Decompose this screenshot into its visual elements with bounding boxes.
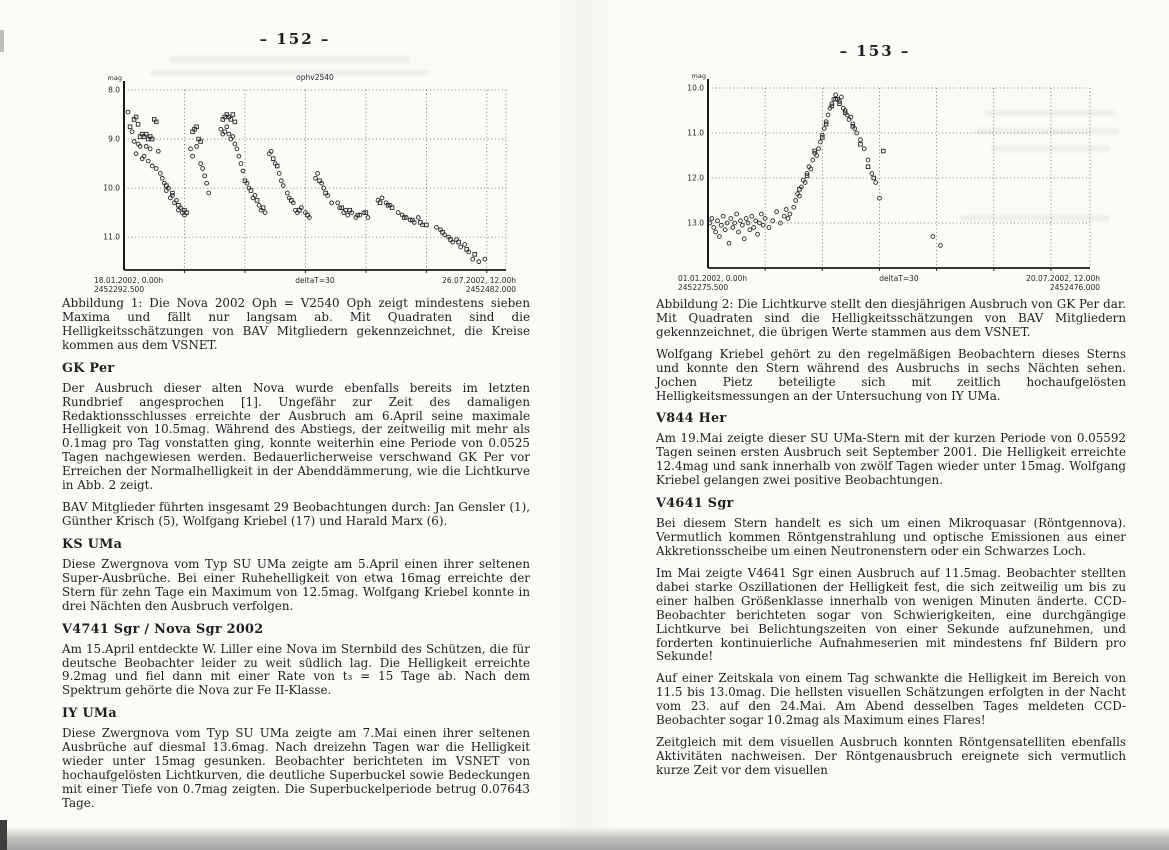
svg-text:2452275.500: 2452275.500 (678, 283, 729, 292)
lightcurve-chart-gk-per (672, 68, 1102, 300)
svg-text:11.0: 11.0 (103, 232, 120, 242)
scan-edge-bottom (0, 828, 1169, 850)
svg-text:2452482.000: 2452482.000 (465, 285, 516, 294)
svg-text:10.0: 10.0 (103, 183, 120, 193)
bleedthrough-smudge (170, 56, 410, 63)
section-heading-ks-uma: KS UMa (62, 536, 123, 552)
svg-text:mag: mag (691, 72, 706, 80)
paragraph: Am 15.April entdeckte W. Liller eine Nova im Sternbild des Schützen, die für deutsche Beobachter leider zu weit südlich lag. Die Helligkeit erreichte 9.2mag und fiel dann mit einer Rate von t₃ = 15 Tage ab. Nach dem Spektrum gehörte die Nova zur Fe II-Klasse. (62, 641, 530, 698)
svg-text:13.0: 13.0 (687, 218, 704, 228)
lightcurve-chart-v2540-oph (88, 70, 518, 302)
svg-text:8.0: 8.0 (108, 85, 120, 95)
paragraph: Bei diesem Stern handelt es sich um einen Mikroquasar (Röntgennova). Vermutlich kommen Röntgenstrahlung und optische Emissionen aus einer Akkretionsscheibe um einen Neutronenstern oder ein Schwarzes Loch. (656, 516, 1126, 558)
section-heading-v4641-sgr: V4641 Sgr (656, 496, 734, 512)
svg-text:01.01.2002, 0.00h: 01.01.2002, 0.00h (678, 274, 748, 283)
svg-text:9.0: 9.0 (108, 134, 120, 144)
section-heading-v844-her: V844 Her (656, 411, 727, 427)
paragraph: Diese Zwergnova vom Typ SU UMa zeigte am 7.Mai einen ihrer seltenen Ausbrüche auf diesmal 13.6mag. Nach dreizehn Tagen war die Helligkeit wieder unter 15mag gesunken. Beobachter berichteten im VSNET von hochaufgelösten Lichtkurven, die deutliche Superbuckel sowie Bedeckungen mit einer Tiefe von 0.7mag zeigten. Die Superbuckelperiode betrug 0.07643 Tage. (62, 726, 530, 810)
paragraph: Wolfgang Kriebel gehört zu den regelmäßigen Beobachtern dieses Sterns und konnte den Stern während des Ausbruchs in sechs Nächten sehen. Jochen Pietz beteiligte sich mit zeitlich hochaufgelösten Helligkeitsmessungen an der Untersuchung von IY UMa. (656, 346, 1126, 403)
svg-text:11.0: 11.0 (687, 128, 704, 138)
svg-text:ophv2540: ophv2540 (296, 73, 334, 82)
paragraph: Auf einer Zeitskala von einem Tag schwankte die Helligkeit im Bereich von 11.5 bis 13.0mag. Die hellsten visuellen Schätzungen erfolgten in der Nacht vom 23. auf den 24.Mai. Am Abend desselben Tages meldeten CCD-Beobachter sogar 10.2mag als Maximum eines Flares! (656, 671, 1126, 728)
svg-text:2452292.500: 2452292.500 (94, 285, 145, 294)
figure-caption: Abbildung 1: Die Nova 2002 Oph = V2540 Oph zeigt mindestens sieben Maxima und fällt nur langsam ab. Mit Quadraten sind die Helligkeitsschätzungen von BAV Mitgliedern gekennzeichnet, die Kreise kommen aus dem VSNET. (62, 296, 530, 352)
figure-caption: Abbildung 2: Die Lichtkurve stellt den diesjährigen Ausbruch von GK Per dar. Mit Quadraten sind die Helligkeitsschätzungen von BAV Mitgliedern gekennzeichnet, die übrigen Werte stammen aus dem VSNET. (656, 297, 1126, 339)
section-heading-v4741-sgr: V4741 Sgr / Nova Sgr 2002 (62, 621, 264, 637)
paragraph: Am 19.Mai zeigte dieser SU UMa-Stern mit der kurzen Periode von 0.05592 Tagen seinen ersten Ausbruch seit September 2001. Die Helligkeit erreichte 12.4mag und sank innerhalb von zwölf Tagen wieder unter 15mag. Wolfgang Kriebel gelangen zwei positive Beobachtungen. (656, 431, 1126, 488)
svg-text:deltaT=30: deltaT=30 (879, 274, 919, 283)
paragraph: BAV Mitglieder führten insgesamt 29 Beobachtungen durch: Jan Gensler (1), Günther Krisch (5), Wolfgang Kriebel (17) und Harald Marx (6). (62, 500, 530, 528)
page-spine-shadow (555, 0, 615, 850)
paragraph: Der Ausbruch dieser alten Nova wurde ebenfalls bereits im letzten Rundbrief angesprochen [1]. Ungefähr zur Zeit des damaligen Redaktionsschlusses erreichte der Ausbruch am 6.April seine maximale Helligkeit von 10.5mag. Während des Abstiegs, der zeitweilig mit mehr als 0.1mag pro Tag vonstatten ging, konnte weiterhin eine Periode von 0.0525 Tagen nachgewiesen werden. Bedauerlicherweise verschwand GK Per vor Erreichen der Normalhelligkeit in der Abenddämmerung, wie die Lichtkurve in Abb. 2 zeigt. (62, 380, 530, 493)
left-page-text-column (62, 297, 530, 819)
svg-text:10.0: 10.0 (687, 83, 704, 93)
lightcurve-svg-v2540-oph (88, 70, 518, 302)
svg-text:2452476.000: 2452476.000 (1049, 283, 1100, 292)
section-heading-gk-per: GK Per (62, 360, 115, 376)
scan-edge-corner (0, 820, 7, 850)
svg-text:18.01.2002, 0.00h: 18.01.2002, 0.00h (94, 276, 164, 285)
scan-edge-left (0, 30, 4, 52)
right-page-text-column (656, 298, 1126, 786)
page-number-left: – 152 – (259, 30, 331, 48)
paragraph: Im Mai zeigte V4641 Sgr einen Ausbruch auf 11.5mag. Beobachter stellten dabei starke Oszillationen der Helligkeit fest, die sich zeitweilig um bis zu einer halben Größenklasse innerhalb von wenigen Minuten änderte. CCD-Beobachter berichteten sogar von Schwierigkeiten, eine durchgängige Lichtkurve bei Belichtungszeiten von einer Sekunde aufzunehmen, und forderten kontinuierliche Aufnahmeserien mit mindestens fnf Bildern pro Sekunde! (656, 565, 1126, 664)
svg-text:deltaT=30: deltaT=30 (295, 276, 335, 285)
paragraph: Diese Zwergnova vom Typ SU UMa zeigte am 5.April einen ihrer seltenen Super-Ausbrüche. Bei einer Ruhehelligkeit von etwa 16mag erreichte der Stern für zehn Tage ein Maximum von 12.5mag. Wolfgang Kriebel konnte in drei Nächten den Ausbruch verfolgen. (62, 556, 530, 613)
lightcurve-svg-gk-per (672, 68, 1102, 300)
section-heading-iy-uma: IY UMa (62, 706, 117, 722)
svg-text:20.07.2002, 12.00h: 20.07.2002, 12.00h (1026, 274, 1100, 283)
svg-text:12.0: 12.0 (687, 173, 704, 183)
page-number-right: – 153 – (839, 42, 911, 60)
svg-text:26.07.2002, 12.00h: 26.07.2002, 12.00h (442, 276, 516, 285)
svg-text:mag: mag (107, 74, 122, 82)
paragraph: Zeitgleich mit dem visuellen Ausbruch konnten Röntgensatelliten ebenfalls Aktivitäten nachweisen. Der Röntgenausbruch ereignete sich vermutlich kurze Zeit vor dem visuellen (656, 735, 1126, 777)
